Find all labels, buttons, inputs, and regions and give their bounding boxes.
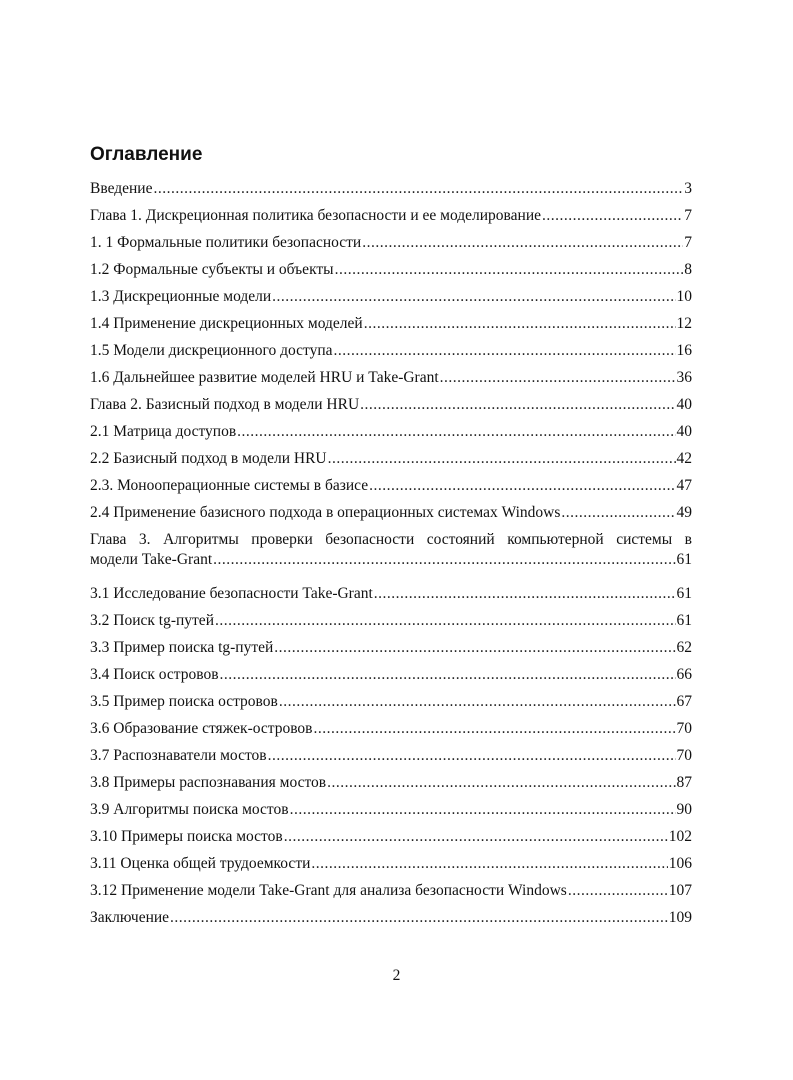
toc-entry-text: 3.3 Пример поиска tg-путей bbox=[90, 639, 274, 656]
dot-leader bbox=[568, 881, 668, 901]
toc-entry[interactable] bbox=[90, 847, 692, 874]
toc-entry-text: Заключение bbox=[90, 909, 170, 926]
toc-entry-text: 1.3 Дискреционные модели bbox=[90, 288, 272, 305]
toc-entry[interactable] bbox=[90, 469, 692, 496]
toc-page-number: 12 bbox=[676, 315, 692, 332]
toc-page-number: 102 bbox=[668, 828, 692, 845]
dot-leader bbox=[268, 746, 676, 766]
dot-leader bbox=[327, 773, 675, 793]
toc-entry[interactable] bbox=[90, 793, 692, 820]
toc-entry[interactable] bbox=[90, 415, 692, 442]
toc-page-number: 109 bbox=[668, 909, 692, 926]
dot-leader bbox=[542, 206, 683, 226]
toc-entry[interactable] bbox=[90, 442, 692, 469]
toc-page-number: 107 bbox=[668, 882, 692, 899]
toc-entry-text: 3.4 Поиск островов bbox=[90, 666, 219, 683]
toc-page-number: 8 bbox=[684, 261, 692, 278]
toc-page-number: 70 bbox=[676, 720, 692, 737]
toc-entry[interactable] bbox=[90, 577, 692, 604]
toc-entry-text: 2.1 Матрица доступов bbox=[90, 423, 237, 440]
toc-page-number: 66 bbox=[676, 666, 692, 683]
toc-entry[interactable] bbox=[90, 901, 692, 928]
dot-leader bbox=[314, 719, 676, 739]
toc-entry-text: 1.2 Формальные субъекты и объекты bbox=[90, 261, 334, 278]
toc-entry-text: 3.11 Оценка общей трудоемкости bbox=[90, 855, 311, 872]
toc-entry[interactable] bbox=[90, 685, 692, 712]
dot-leader bbox=[561, 503, 675, 523]
toc-entry-text: 3.5 Пример поиска островов bbox=[90, 693, 278, 710]
table-of-contents bbox=[90, 172, 692, 928]
toc-entry[interactable] bbox=[90, 604, 692, 631]
dot-leader bbox=[334, 341, 676, 361]
toc-title: Оглавление bbox=[90, 144, 203, 165]
toc-page-number: 87 bbox=[676, 774, 692, 791]
toc-entry[interactable] bbox=[90, 631, 692, 658]
toc-page-number: 7 bbox=[684, 207, 692, 224]
dot-leader bbox=[360, 395, 675, 415]
dot-leader bbox=[311, 854, 667, 874]
dot-leader bbox=[215, 611, 676, 631]
toc-entry[interactable] bbox=[90, 766, 692, 793]
toc-entry-text: 3.6 Образование стяжек-островов bbox=[90, 720, 313, 737]
toc-page-number: 106 bbox=[668, 855, 692, 872]
toc-entry[interactable] bbox=[90, 874, 692, 901]
toc-page-number: 49 bbox=[676, 504, 692, 521]
toc-entry[interactable] bbox=[90, 820, 692, 847]
toc-entry-text: 3.8 Примеры распознавания мостов bbox=[90, 774, 327, 791]
toc-entry[interactable] bbox=[90, 496, 692, 523]
toc-page-number: 16 bbox=[676, 342, 692, 359]
toc-entry-text: Глава 2. Базисный подход в модели HRU bbox=[90, 396, 360, 413]
dot-leader bbox=[279, 692, 676, 712]
toc-entry[interactable] bbox=[90, 739, 692, 766]
toc-page-number: 36 bbox=[676, 369, 692, 386]
dot-leader bbox=[364, 314, 676, 334]
toc-entry[interactable] bbox=[90, 712, 692, 739]
dot-leader bbox=[369, 476, 675, 496]
toc-entry-text: 3.1 Исследование безопасности Take-Grant bbox=[90, 585, 373, 602]
toc-entry-text-line1: Глава 3. Алгоритмы проверки безопасности состояний компьютерной системы в bbox=[90, 531, 692, 548]
toc-entry[interactable] bbox=[90, 172, 692, 199]
toc-entry-text: Глава 1. Дискреционная политика безопасности и ее моделирование bbox=[90, 207, 542, 224]
toc-entry-text: 1.5 Модели дискреционного доступа bbox=[90, 342, 333, 359]
dot-leader bbox=[440, 368, 676, 388]
toc-entry[interactable] bbox=[90, 530, 692, 577]
toc-entry-text: 1.4 Применение дискреционных моделей bbox=[90, 315, 363, 332]
dot-leader bbox=[374, 584, 676, 604]
toc-entry-text: 1.6 Дальнейшее развитие моделей HRU и Take-Grant bbox=[90, 369, 439, 386]
toc-page-number: 70 bbox=[676, 747, 692, 764]
toc-page-number: 61 bbox=[676, 551, 692, 568]
toc-entry-text: 3.12 Применение модели Take-Grant для анализа безопасности Windows bbox=[90, 882, 567, 899]
toc-entry[interactable] bbox=[90, 658, 692, 685]
toc-entry[interactable] bbox=[90, 388, 692, 415]
dot-leader bbox=[335, 260, 684, 280]
toc-entry[interactable] bbox=[90, 361, 692, 388]
dot-leader bbox=[170, 908, 668, 928]
dot-leader bbox=[362, 233, 683, 253]
dot-leader bbox=[328, 449, 676, 469]
toc-entry[interactable] bbox=[90, 226, 692, 253]
toc-entry[interactable] bbox=[90, 307, 692, 334]
dot-leader bbox=[220, 665, 676, 685]
dot-leader bbox=[284, 827, 668, 847]
toc-entry[interactable] bbox=[90, 253, 692, 280]
toc-page-number: 47 bbox=[676, 477, 692, 494]
page-number: 2 bbox=[392, 967, 401, 984]
toc-entry-text-line2: модели Take-Grant bbox=[90, 551, 213, 568]
toc-entry-text: 3.7 Распознаватели мостов bbox=[90, 747, 267, 764]
toc-page-number: 40 bbox=[676, 396, 692, 413]
toc-page-number: 7 bbox=[684, 234, 692, 251]
toc-entry-text: 3.2 Поиск tg-путей bbox=[90, 612, 214, 629]
toc-entry-text: 3.9 Алгоритмы поиска мостов bbox=[90, 801, 289, 818]
toc-page-number: 61 bbox=[676, 585, 692, 602]
dot-leader bbox=[274, 638, 675, 658]
toc-page-number: 62 bbox=[676, 639, 692, 656]
toc-page-number: 67 bbox=[676, 693, 692, 710]
dot-leader bbox=[213, 550, 675, 570]
toc-page-number: 3 bbox=[684, 180, 692, 197]
toc-page-number: 61 bbox=[676, 612, 692, 629]
toc-entry-text: 2.3. Монооперационные системы в базисе bbox=[90, 477, 369, 494]
toc-page-number: 40 bbox=[676, 423, 692, 440]
dot-leader bbox=[237, 422, 675, 442]
toc-page-number: 42 bbox=[676, 450, 692, 467]
toc-entry[interactable] bbox=[90, 199, 692, 226]
toc-entry[interactable] bbox=[90, 280, 692, 307]
toc-page-number: 90 bbox=[676, 801, 692, 818]
toc-entry[interactable] bbox=[90, 334, 692, 361]
toc-page-number: 10 bbox=[676, 288, 692, 305]
toc-entry-text: 2.2 Базисный подход в модели HRU bbox=[90, 450, 327, 467]
dot-leader bbox=[272, 287, 675, 307]
toc-entry-text: Введение bbox=[90, 180, 153, 197]
toc-entry-text: 3.10 Примеры поиска мостов bbox=[90, 828, 283, 845]
dot-leader bbox=[153, 179, 683, 199]
dot-leader bbox=[290, 800, 676, 820]
toc-entry-text: 1. 1 Формальные политики безопасности bbox=[90, 234, 362, 251]
toc-entry-text: 2.4 Применение базисного подхода в операционных системах Windows bbox=[90, 504, 561, 521]
